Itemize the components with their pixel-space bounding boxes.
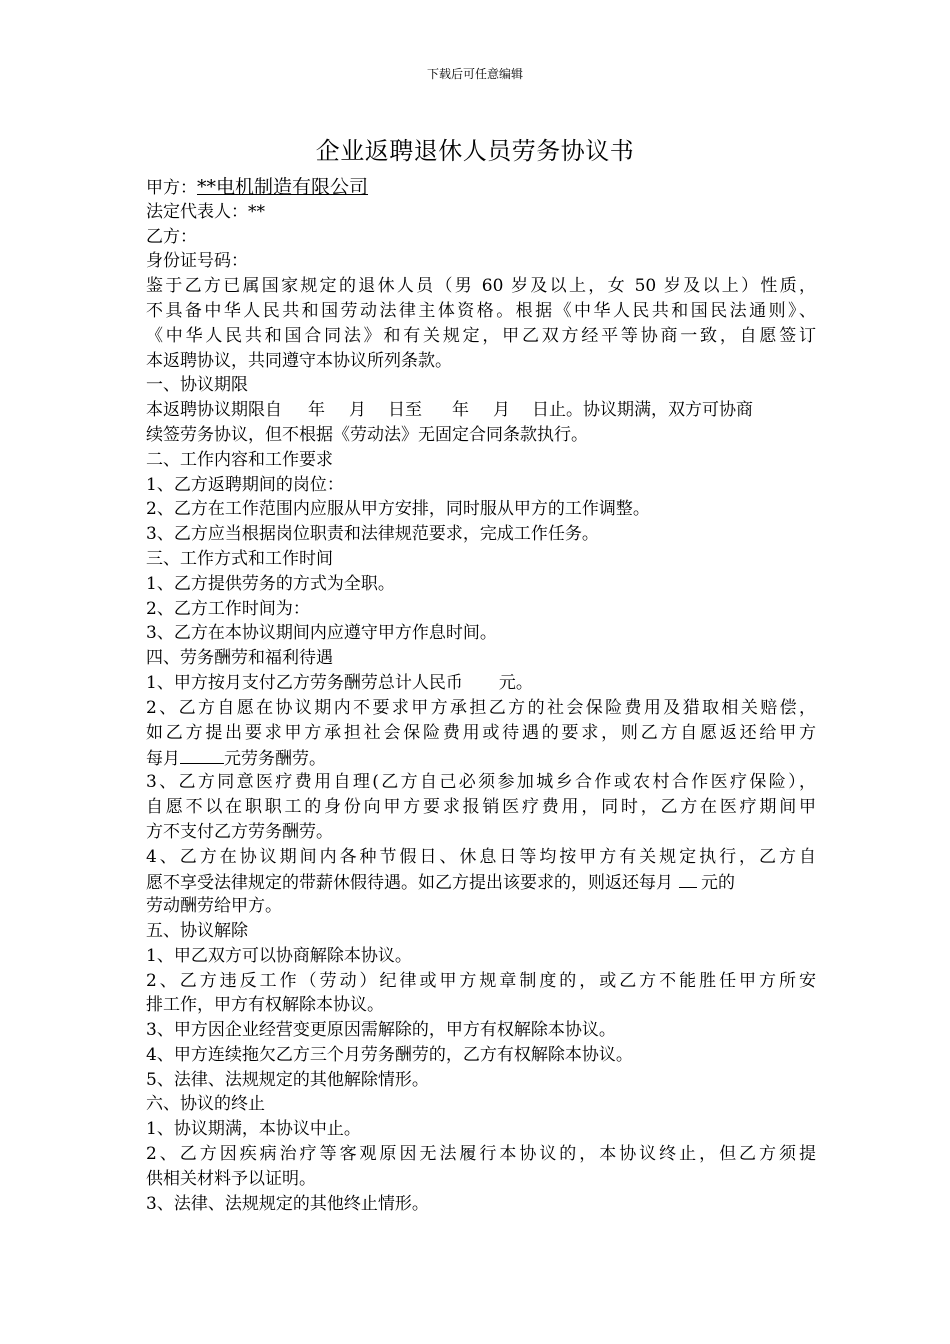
- list-item: 4、乙方在协议期间内各种节假日、休息日等均按甲方有关规定执行，乙方自: [146, 846, 816, 867]
- section-2-heading: 二、工作内容和工作要求: [146, 449, 333, 470]
- document-title: 企业返聘退休人员劳务协议书: [315, 137, 635, 165]
- list-item: 1、协议期满，本协议中止。: [146, 1119, 361, 1140]
- list-item-continued: 自愿不以在职职工的身份向甲方要求报销医疗费用，同时，乙方在医疗期间甲: [146, 796, 816, 817]
- list-item: 3、法律、法规规定的其他终止情形。: [146, 1193, 429, 1214]
- list-item-continued: 劳动酬劳给甲方。: [146, 896, 282, 917]
- section-5-heading: 五、协议解除: [146, 920, 248, 941]
- s1-term-start: 本返聘协议期限自: [146, 400, 282, 421]
- list-item: 1、乙方提供劳务的方式为全职。: [146, 573, 395, 594]
- list-item-continued: [146, 745, 816, 770]
- section-6-heading: 六、协议的终止: [146, 1094, 265, 1115]
- section-4-heading: 四、劳务酬劳和福利待遇: [146, 648, 333, 669]
- s4-item1-text: 1、甲方按月支付乙方劳务酬劳总计人民币: [146, 672, 463, 693]
- legal-rep-line: 法定代表人：**: [146, 201, 265, 222]
- s1-year-2: 年: [452, 400, 469, 421]
- s1-renewal-line: 续签劳务协议，但不根据《劳动法》无固定合同条款执行。: [146, 424, 588, 445]
- list-item: 1、乙方返聘期间的岗位：: [146, 474, 344, 495]
- list-item: 5、法律、法规规定的其他解除情形。: [146, 1069, 429, 1090]
- fill-in-blank: [679, 869, 697, 888]
- s4-item2-unit: 元劳务酬劳。: [224, 749, 326, 770]
- s1-day-1: 日至: [388, 400, 422, 421]
- list-item: 1、甲乙双方可以协商解除本协议。: [146, 945, 412, 966]
- s1-year-1: 年: [308, 400, 325, 421]
- list-item: 2、乙方违反工作（劳动）纪律或甲方规章制度的，或乙方不能胜任甲方所安: [146, 970, 816, 991]
- list-item-continued: 如乙方提出要求甲方承担社会保险费用或待遇的要求，则乙方自愿返还给甲方: [146, 722, 816, 743]
- s1-term-end: 日止。协议期满，双方可协商: [532, 400, 753, 421]
- s1-month-2: 月: [493, 400, 510, 421]
- s4-item2-monthly: 每月: [146, 749, 180, 770]
- list-item: 4、甲方连续拖欠乙方三个月劳务酬劳的，乙方有权解除本协议。: [146, 1044, 633, 1065]
- section-3-heading: 三、工作方式和工作时间: [146, 548, 333, 569]
- list-item-continued: 排工作，甲方有权解除本协议。: [146, 995, 384, 1016]
- list-item: 3、乙方同意医疗费用自理(乙方自己必须参加城乡合作或农村合作医疗保险），: [146, 772, 816, 793]
- preamble-line: 鉴于乙方已属国家规定的退休人员（男 60 岁及以上，女 50 岁及以上）性质，: [146, 276, 816, 297]
- list-item: 3、乙方应当根据岗位职责和法律规范要求，完成工作任务。: [146, 524, 599, 545]
- list-item-continued: [146, 869, 816, 894]
- preamble-line: 不具备中华人民共和国劳动法律主体资格。根据《中华人民共和国民法通则》、: [146, 300, 816, 321]
- fill-in-blank: [180, 745, 224, 764]
- party-a-label: 甲方：: [146, 178, 197, 198]
- list-item: 2、乙方在工作范围内应服从甲方安排，同时服从甲方的工作调整。: [146, 499, 650, 520]
- list-item-continued: 方不支付乙方劳务酬劳。: [146, 821, 333, 842]
- s4-item4-unit: 元的: [701, 873, 735, 894]
- preamble-line: 《中华人民共和国合同法》和有关规定，甲乙双方经平等协商一致，自愿签订: [146, 325, 816, 346]
- header-note: 下载后可任意编辑: [426, 67, 523, 81]
- party-b-line: 乙方：: [146, 226, 197, 247]
- list-item: [146, 671, 816, 696]
- list-item: 2、乙方自愿在协议期内不要求甲方承担乙方的社会保险费用及猎取相关赔偿，: [146, 697, 816, 718]
- document-body: [146, 175, 816, 1216]
- list-item: 2、乙方因疾病治疗等客观原因无法履行本协议的，本协议终止，但乙方须提: [146, 1144, 816, 1165]
- list-item: 3、乙方在本协议期间内应遵守甲方作息时间。: [146, 623, 497, 644]
- section-1-heading: 一、协议期限: [146, 375, 248, 396]
- id-number-line: 身份证号码：: [146, 251, 248, 272]
- list-item: 3、甲方因企业经营变更原因需解除的，甲方有权解除本协议。: [146, 1020, 616, 1041]
- party-a-line: [146, 175, 816, 200]
- s1-month-1: 月: [349, 400, 366, 421]
- s4-item1-unit: 元。: [498, 672, 533, 693]
- preamble-line: 本返聘协议，共同遵守本协议所列条款。: [146, 350, 452, 371]
- party-a-name: **电机制造有限公司: [197, 176, 369, 198]
- s4-item4-text: 愿不享受法律规定的带薪休假待遇。如乙方提出该要求的，则返还每月: [146, 873, 673, 894]
- list-item: 2、乙方工作时间为：: [146, 598, 310, 619]
- s1-term-line: [146, 398, 816, 423]
- list-item-continued: 供相关材料予以证明。: [146, 1168, 316, 1189]
